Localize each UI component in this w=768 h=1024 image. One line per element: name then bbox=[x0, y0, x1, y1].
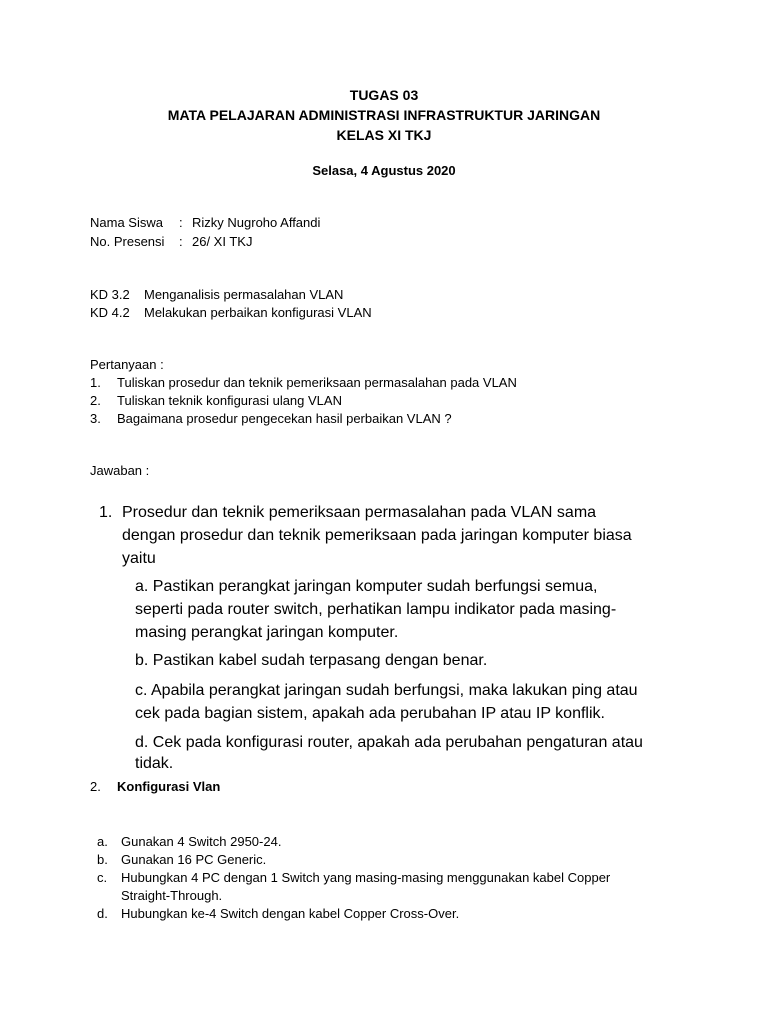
kd-text: Menganalisis permasalahan VLAN bbox=[144, 287, 344, 302]
subject-title: MATA PELAJARAN ADMINISTRASI INFRASTRUKTUR JARINGAN bbox=[167, 107, 601, 123]
document-title: TUGAS 03 bbox=[349, 87, 419, 103]
answer-sub-line: d. Cek pada konfigurasi router, apakah ada perubahan pengaturan atau bbox=[135, 734, 643, 751]
kd-text: Melakukan perbaikan konfigurasi VLAN bbox=[144, 305, 372, 320]
student-name-label: Nama Siswa bbox=[90, 215, 163, 230]
answer-section-title: Konfigurasi Vlan bbox=[117, 779, 221, 794]
answer-sub-line: c. Apabila perangkat jaringan sudah berfungsi, maka lakukan ping atau bbox=[135, 682, 638, 699]
list-item: Hubungkan 4 PC dengan 1 Switch yang masing-masing menggunakan kabel Copper bbox=[121, 870, 611, 885]
list-item: Gunakan 4 Switch 2950-24. bbox=[121, 834, 282, 849]
answer-sub-line: b. Pastikan kabel sudah terpasang dengan benar. bbox=[135, 652, 488, 669]
answer-sub-line: tidak. bbox=[135, 755, 174, 772]
answer-sub-line: a. Pastikan perangkat jaringan komputer sudah berfungsi semua, bbox=[135, 578, 598, 595]
presensi-separator: : bbox=[179, 234, 183, 249]
list-letter: a. bbox=[97, 834, 108, 849]
question-number: 1. bbox=[90, 375, 101, 390]
answers-heading: Jawaban : bbox=[90, 463, 150, 478]
question-text: Tuliskan prosedur dan teknik pemeriksaan permasalahan pada VLAN bbox=[117, 375, 517, 390]
answer-line: yaitu bbox=[122, 550, 156, 567]
list-item: Hubungkan ke-4 Switch dengan kabel Copper Cross-Over. bbox=[121, 906, 460, 921]
list-letter: c. bbox=[97, 870, 108, 885]
student-name-separator: : bbox=[179, 215, 183, 230]
question-number: 3. bbox=[90, 411, 101, 426]
answer-sub-line: masing perangkat jaringan komputer. bbox=[135, 624, 399, 641]
answer-line: dengan prosedur dan teknik pemeriksaan pada jaringan komputer biasa bbox=[122, 527, 632, 544]
kd-code: KD 4.2 bbox=[90, 305, 130, 320]
list-letter: b. bbox=[97, 852, 108, 867]
list-item: Straight-Through. bbox=[121, 888, 223, 903]
date-line: Selasa, 4 Agustus 2020 bbox=[312, 163, 456, 178]
question-number: 2. bbox=[90, 393, 101, 408]
presensi-label: No. Presensi bbox=[90, 234, 165, 249]
questions-heading: Pertanyaan : bbox=[90, 357, 164, 372]
answer-number: 1. bbox=[99, 504, 113, 521]
list-letter: d. bbox=[97, 906, 108, 921]
class-title: KELAS XI TKJ bbox=[336, 127, 432, 143]
kd-code: KD 3.2 bbox=[90, 287, 130, 302]
question-text: Bagaimana prosedur pengecekan hasil perbaikan VLAN ? bbox=[117, 411, 452, 426]
presensi-value: 26/ XI TKJ bbox=[192, 234, 253, 249]
question-text: Tuliskan teknik konfigurasi ulang VLAN bbox=[117, 393, 342, 408]
answer-sub-line: cek pada bagian sistem, apakah ada perubahan IP atau IP konflik. bbox=[135, 705, 605, 722]
answer-line: Prosedur dan teknik pemeriksaan permasalahan pada VLAN sama bbox=[122, 504, 597, 521]
answer-number: 2. bbox=[90, 779, 101, 794]
student-name-value: Rizky Nugroho Affandi bbox=[192, 215, 321, 230]
list-item: Gunakan 16 PC Generic. bbox=[121, 852, 267, 867]
answer-sub-line: seperti pada router switch, perhatikan lampu indikator pada masing- bbox=[135, 601, 617, 618]
